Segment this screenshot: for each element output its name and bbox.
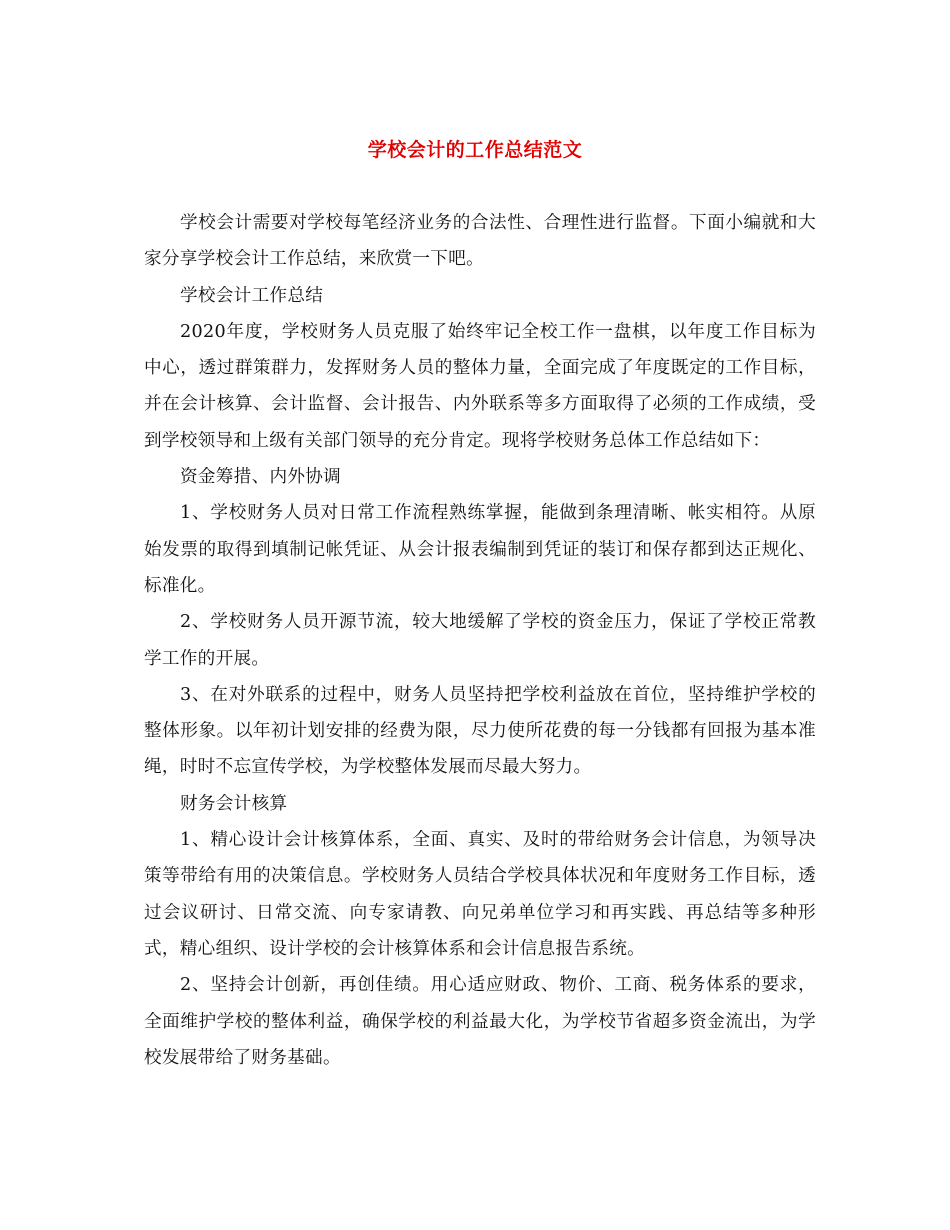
paragraph-funding-3: 3、在对外联系的过程中，财务人员坚持把学校利益放在首位，坚持维护学校的整体形象。以年初计划安排的经费为限，尽力使所花费的每一分钱都有回报为基本准绳，时时不忘宣传学校，为学校整体发展而尽最大努力。 — [144, 684, 816, 778]
section-heading-funding: 资金筹措、内外协调 — [180, 467, 342, 488]
paragraph-accounting-2: 2、坚持会计创新，再创佳绩。用心适应财政、物价、工商、税务体系的要求，全面维护学校的整体利益，确保学校的利益最大化，为学校节省超多资金流出，为学校发展带给了财务基础。 — [144, 975, 816, 1068]
paragraph-overview: 2020年度，学校财务人员克服了始终牢记全校工作一盘棋，以年度工作目标为中心，透过群策群力，发挥财务人员的整体力量，全面完成了年度既定的工作目标，并在会计核算、会计监督、会计报告、内外联系等多方面取得了必须的工作成绩，受到学校领导和上级有关部门领导的充分肯定。现将学校财务总体工作总结如下： — [144, 321, 816, 451]
paragraph-intro: 学校会计需要对学校每笔经济业务的合法性、合理性进行监督。下面小编就和大家分享学校会计工作总结，来欣赏一下吧。 — [144, 213, 816, 270]
paragraph-funding-2: 2、学校财务人员开源节流，较大地缓解了学校的资金压力，保证了学校正常教学工作的开展。 — [144, 612, 816, 669]
paragraph-accounting-1: 1、精心设计会计核算体系，全面、真实、及时的带给财务会计信息，为领导决策等带给有用的决策信息。学校财务人员结合学校具体状况和年度财务工作目标，透过会议研讨、日常交流、向专家请教、向兄弟单位学习和再实践、再总结等多种形式，精心组织、设计学校的会计核算体系和会计信息报告系统。 — [144, 830, 816, 959]
document-body — [144, 205, 816, 1076]
paragraph-funding-1: 1、学校财务人员对日常工作流程熟练掌握，能做到条理清晰、帐实相符。从原始发票的取得到填制记帐凭证、从会计报表编制到凭证的装订和保存都到达正规化、标准化。 — [144, 503, 816, 596]
section-heading-summary: 学校会计工作总结 — [180, 285, 324, 306]
section-heading-accounting: 财务会计核算 — [180, 793, 288, 814]
document-title: 学校会计的工作总结范文 — [367, 139, 583, 161]
